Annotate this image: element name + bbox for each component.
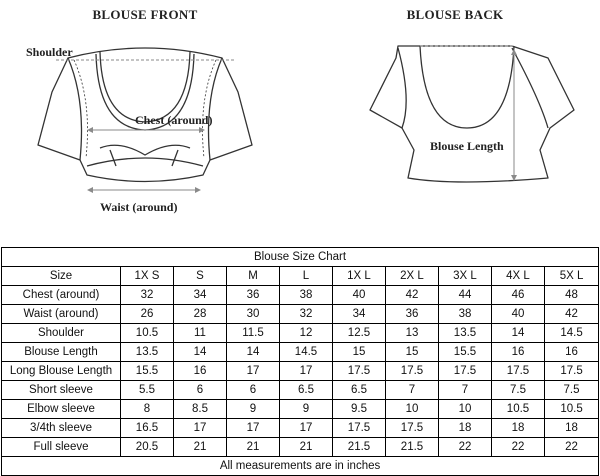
measurement-cell: 17 (280, 419, 333, 438)
measurement-cell: 40 (492, 305, 545, 324)
table-row (2, 381, 599, 400)
measurement-cell: 42 (386, 286, 439, 305)
measurement-cell: 17.5 (333, 362, 386, 381)
measurement-cell: 15.5 (121, 362, 174, 381)
row-label: 3/4th sleeve (2, 419, 121, 438)
size-column-header: 4X L (492, 267, 545, 286)
measurement-cell: 16 (545, 343, 599, 362)
row-label: Full sleeve (2, 438, 121, 457)
label-chest: Chest (around) (135, 113, 213, 127)
measurement-cell: 21 (227, 438, 280, 457)
measurement-cell: 36 (386, 305, 439, 324)
measurement-cell: 36 (227, 286, 280, 305)
measurement-cell: 22 (439, 438, 492, 457)
label-shoulder: Shoulder (26, 45, 73, 59)
blouse-illustration (0, 0, 600, 230)
row-label: Shoulder (2, 324, 121, 343)
measurement-cell: 6.5 (333, 381, 386, 400)
measurement-cell: 14.5 (545, 324, 599, 343)
measurement-cell: 32 (121, 286, 174, 305)
label-blouse-length: Blouse Length (430, 139, 504, 153)
measurement-cell: 6 (227, 381, 280, 400)
row-label: Chest (around) (2, 286, 121, 305)
table-row (2, 343, 599, 362)
measurement-cell: 11 (174, 324, 227, 343)
measurement-cell: 10 (439, 400, 492, 419)
measurement-cell: 15 (333, 343, 386, 362)
table-caption: Blouse Size Chart (2, 248, 599, 267)
measurement-cell: 8.5 (174, 400, 227, 419)
measurement-cell: 12 (280, 324, 333, 343)
measurement-cell: 22 (492, 438, 545, 457)
back-guides (420, 46, 514, 180)
measurement-cell: 10.5 (545, 400, 599, 419)
blouse-back-drawing (370, 46, 574, 182)
table-header-row (2, 267, 599, 286)
measurement-cell: 21 (280, 438, 333, 457)
measurement-cell: 20.5 (121, 438, 174, 457)
table-row (2, 305, 599, 324)
row-label: Waist (around) (2, 305, 121, 324)
measurement-cell: 17.5 (386, 362, 439, 381)
measurement-cell: 32 (280, 305, 333, 324)
measurement-cell: 10.5 (121, 324, 174, 343)
measurement-cell: 42 (545, 305, 599, 324)
measurement-note: All measurements are in inches (2, 457, 599, 476)
measurement-cell: 9 (227, 400, 280, 419)
measurement-cell: 7.5 (492, 381, 545, 400)
measurement-cell: 16.5 (121, 419, 174, 438)
table-row (2, 419, 599, 438)
measurement-cell: 17.5 (439, 362, 492, 381)
measurement-cell: 18 (492, 419, 545, 438)
measurement-cell: 9.5 (333, 400, 386, 419)
measurement-cell: 12.5 (333, 324, 386, 343)
front-title: BLOUSE FRONT (92, 7, 198, 22)
measurement-cell: 34 (174, 286, 227, 305)
measurement-cell: 17 (280, 362, 333, 381)
measurement-cell: 34 (333, 305, 386, 324)
row-label: Elbow sleeve (2, 400, 121, 419)
measurement-cell: 14.5 (280, 343, 333, 362)
size-column-header: 5X L (545, 267, 599, 286)
table-row (2, 400, 599, 419)
measurement-cell: 48 (545, 286, 599, 305)
size-column-header: L (280, 267, 333, 286)
size-header: Size (2, 267, 121, 286)
measurement-cell: 16 (174, 362, 227, 381)
measurement-cell: 18 (545, 419, 599, 438)
measurement-cell: 14 (492, 324, 545, 343)
measurement-cell: 17 (227, 362, 280, 381)
measurement-cell: 6 (174, 381, 227, 400)
row-label: Blouse Length (2, 343, 121, 362)
measurement-cell: 6.5 (280, 381, 333, 400)
measurement-cell: 7.5 (545, 381, 599, 400)
measurement-cell: 38 (439, 305, 492, 324)
measurement-cell: 13.5 (121, 343, 174, 362)
measurement-cell: 11.5 (227, 324, 280, 343)
measurement-cell: 13.5 (439, 324, 492, 343)
size-column-header: 1X S (121, 267, 174, 286)
measurement-cell: 22 (545, 438, 599, 457)
measurement-cell: 17 (227, 419, 280, 438)
measurement-cell: 10 (386, 400, 439, 419)
measurement-cell: 26 (121, 305, 174, 324)
measurement-cell: 13 (386, 324, 439, 343)
table-row (2, 324, 599, 343)
measurement-cell: 14 (227, 343, 280, 362)
blouse-size-chart-table (1, 247, 599, 476)
measurement-cell: 7 (439, 381, 492, 400)
size-column-header: S (174, 267, 227, 286)
measurement-cell: 21 (174, 438, 227, 457)
size-column-header: 1X L (333, 267, 386, 286)
size-column-header: 3X L (439, 267, 492, 286)
back-title: BLOUSE BACK (406, 7, 504, 22)
measurement-cell: 21.5 (386, 438, 439, 457)
measurement-cell: 10.5 (492, 400, 545, 419)
row-label: Long Blouse Length (2, 362, 121, 381)
measurement-cell: 17 (174, 419, 227, 438)
measurement-cell: 17.5 (492, 362, 545, 381)
table-row (2, 286, 599, 305)
measurement-cell: 17.5 (333, 419, 386, 438)
measurement-cell: 17.5 (545, 362, 599, 381)
size-column-header: M (227, 267, 280, 286)
measurement-cell: 28 (174, 305, 227, 324)
measurement-cell: 8 (121, 400, 174, 419)
measurement-cell: 44 (439, 286, 492, 305)
measurement-cell: 15.5 (439, 343, 492, 362)
measurement-cell: 7 (386, 381, 439, 400)
measurement-cell: 16 (492, 343, 545, 362)
measurement-cell: 5.5 (121, 381, 174, 400)
label-waist: Waist (around) (100, 200, 178, 214)
measurement-cell: 38 (280, 286, 333, 305)
measurement-cell: 30 (227, 305, 280, 324)
measurement-cell: 14 (174, 343, 227, 362)
measurement-cell: 17.5 (386, 419, 439, 438)
measurement-cell: 15 (386, 343, 439, 362)
table-row (2, 438, 599, 457)
measurement-cell: 21.5 (333, 438, 386, 457)
row-label: Short sleeve (2, 381, 121, 400)
measurement-cell: 46 (492, 286, 545, 305)
table-row (2, 362, 599, 381)
measurement-cell: 9 (280, 400, 333, 419)
measurement-cell: 40 (333, 286, 386, 305)
size-column-header: 2X L (386, 267, 439, 286)
measurement-cell: 18 (439, 419, 492, 438)
